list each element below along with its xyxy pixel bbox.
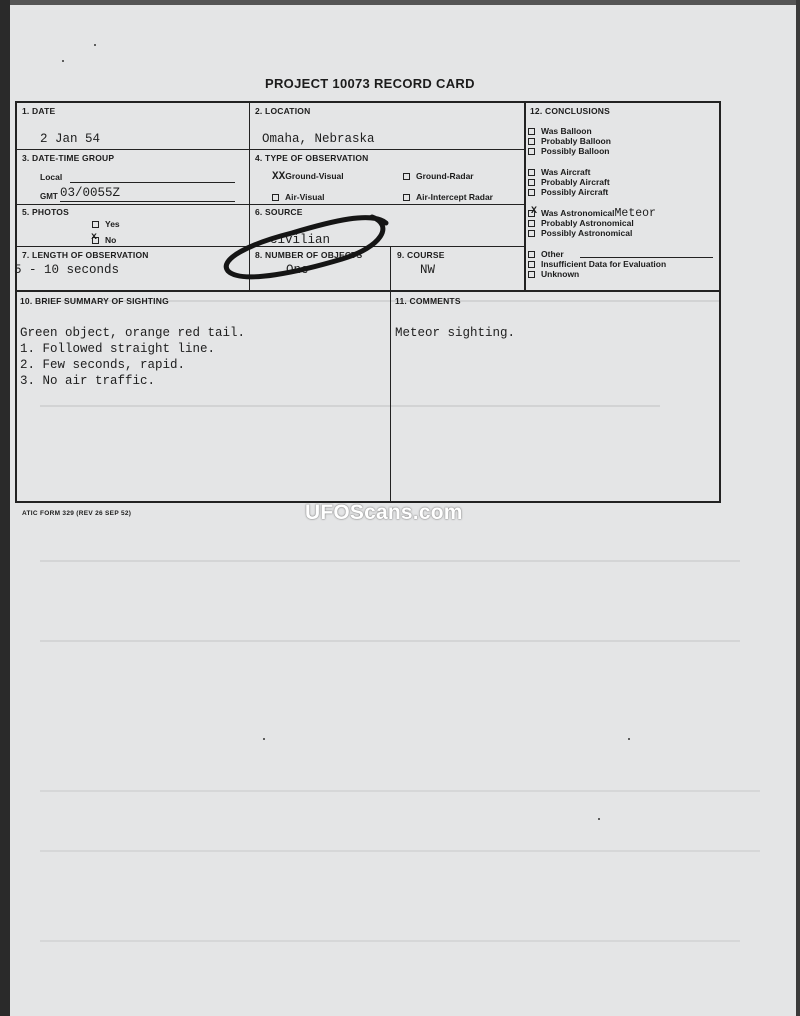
gmt-label: GMT xyxy=(40,192,58,201)
checkbox-icon xyxy=(272,194,279,201)
date-time-group-label: 3. DATE-TIME GROUP xyxy=(22,153,115,163)
conclusion-option: Possibly Astronomical xyxy=(528,228,632,238)
air-intercept-radar-option: Air-Intercept Radar xyxy=(403,192,493,202)
watermark: UFOScans.com xyxy=(305,501,463,524)
conclusion-option: Probably Astronomical xyxy=(528,218,634,228)
checkbox-checked-icon: X xyxy=(528,210,535,217)
form-footer: ATIC FORM 329 (REV 26 SEP 52) xyxy=(22,510,132,517)
gmt-underline xyxy=(60,201,235,202)
checkbox-icon xyxy=(528,179,535,186)
gmt-value: 03/0055Z xyxy=(60,186,121,200)
scan-edge-right xyxy=(796,0,800,1016)
summary-line: 1. Followed straight line. xyxy=(20,342,216,356)
ground-visual-mark: XX xyxy=(272,171,286,183)
checkbox-icon xyxy=(528,220,535,227)
scan-edge-left xyxy=(0,0,10,1016)
conclusion-option: Was Balloon xyxy=(528,126,592,136)
scan-edge-top xyxy=(0,0,800,5)
conclusion-option: Was Aircraft xyxy=(528,167,590,177)
checkbox-icon xyxy=(528,261,535,268)
source-value: civilian xyxy=(270,233,331,247)
course-label: 9. COURSE xyxy=(397,250,445,260)
date-label: 1. DATE xyxy=(22,106,56,116)
source-label: 6. SOURCE xyxy=(255,207,303,217)
photos-label: 5. PHOTOS xyxy=(22,207,69,217)
number-of-objects-label: 8. NUMBER OF OBJECTS xyxy=(255,250,363,260)
astronomical-note: Meteor xyxy=(614,207,656,220)
divider xyxy=(15,290,721,292)
conclusion-option-checked: X Was AstronomicalMeteor xyxy=(528,208,656,219)
dust-speck xyxy=(628,738,630,740)
dust-speck xyxy=(263,738,265,740)
location-value: Omaha, Nebraska xyxy=(262,132,375,146)
checkbox-icon xyxy=(528,138,535,145)
type-of-observation-label: 4. TYPE OF OBSERVATION xyxy=(255,153,369,163)
conclusions-label: 12. CONCLUSIONS xyxy=(530,106,610,116)
summary-line: 3. No air traffic. xyxy=(20,374,156,388)
number-of-objects-value: One xyxy=(286,263,309,277)
divider xyxy=(15,204,525,205)
dust-speck xyxy=(62,60,64,62)
divider xyxy=(15,149,525,150)
length-value: 5 - 10 seconds xyxy=(14,263,120,277)
checkbox-icon xyxy=(528,128,535,135)
checkbox-icon xyxy=(528,230,535,237)
checkbox-icon xyxy=(528,148,535,155)
date-value: 2 Jan 54 xyxy=(40,132,101,146)
divider xyxy=(524,101,526,291)
ground-radar-option: Ground-Radar xyxy=(403,171,474,181)
course-value: NW xyxy=(420,263,436,277)
checkbox-icon xyxy=(403,173,410,180)
brief-summary-label: 10. BRIEF SUMMARY OF SIGHTING xyxy=(20,296,169,306)
dust-speck xyxy=(598,818,600,820)
checkbox-icon xyxy=(92,221,99,228)
conclusion-option: Insufficient Data for Evaluation xyxy=(528,259,666,269)
location-label: 2. LOCATION xyxy=(255,106,311,116)
divider xyxy=(390,291,391,503)
checkbox-icon xyxy=(528,169,535,176)
comments-value: Meteor sighting. xyxy=(395,326,516,340)
conclusion-option: Possibly Aircraft xyxy=(528,187,608,197)
checkbox-icon xyxy=(528,271,535,278)
checkbox-icon xyxy=(528,251,535,258)
local-underline xyxy=(70,182,235,183)
conclusion-option: Possibly Balloon xyxy=(528,146,610,156)
other-underline xyxy=(580,257,713,258)
dust-speck xyxy=(94,44,96,46)
conclusion-option: Other xyxy=(528,249,564,259)
comments-label: 11. COMMENTS xyxy=(395,296,461,306)
photos-yes-option: Yes xyxy=(92,219,120,229)
length-label: 7. LENGTH OF OBSERVATION xyxy=(22,250,149,260)
conclusion-option: Unknown xyxy=(528,269,579,279)
hand-drawn-oval-icon xyxy=(222,207,394,283)
checkbox-checked-icon: x xyxy=(91,232,98,244)
summary-line: 2. Few seconds, rapid. xyxy=(20,358,186,372)
checkbox-icon xyxy=(528,189,535,196)
checkbox-icon xyxy=(403,194,410,201)
conclusion-option: Probably Aircraft xyxy=(528,177,610,187)
summary-line: Green object, orange red tail. xyxy=(20,326,246,340)
local-label: Local xyxy=(40,172,63,182)
card-title: PROJECT 10073 RECORD CARD xyxy=(265,76,475,91)
conclusion-option: Probably Balloon xyxy=(528,136,611,146)
ground-visual-option: XXGround-Visual xyxy=(272,171,344,183)
air-visual-option: Air-Visual xyxy=(272,192,325,202)
photos-no-option: x No xyxy=(91,232,117,245)
